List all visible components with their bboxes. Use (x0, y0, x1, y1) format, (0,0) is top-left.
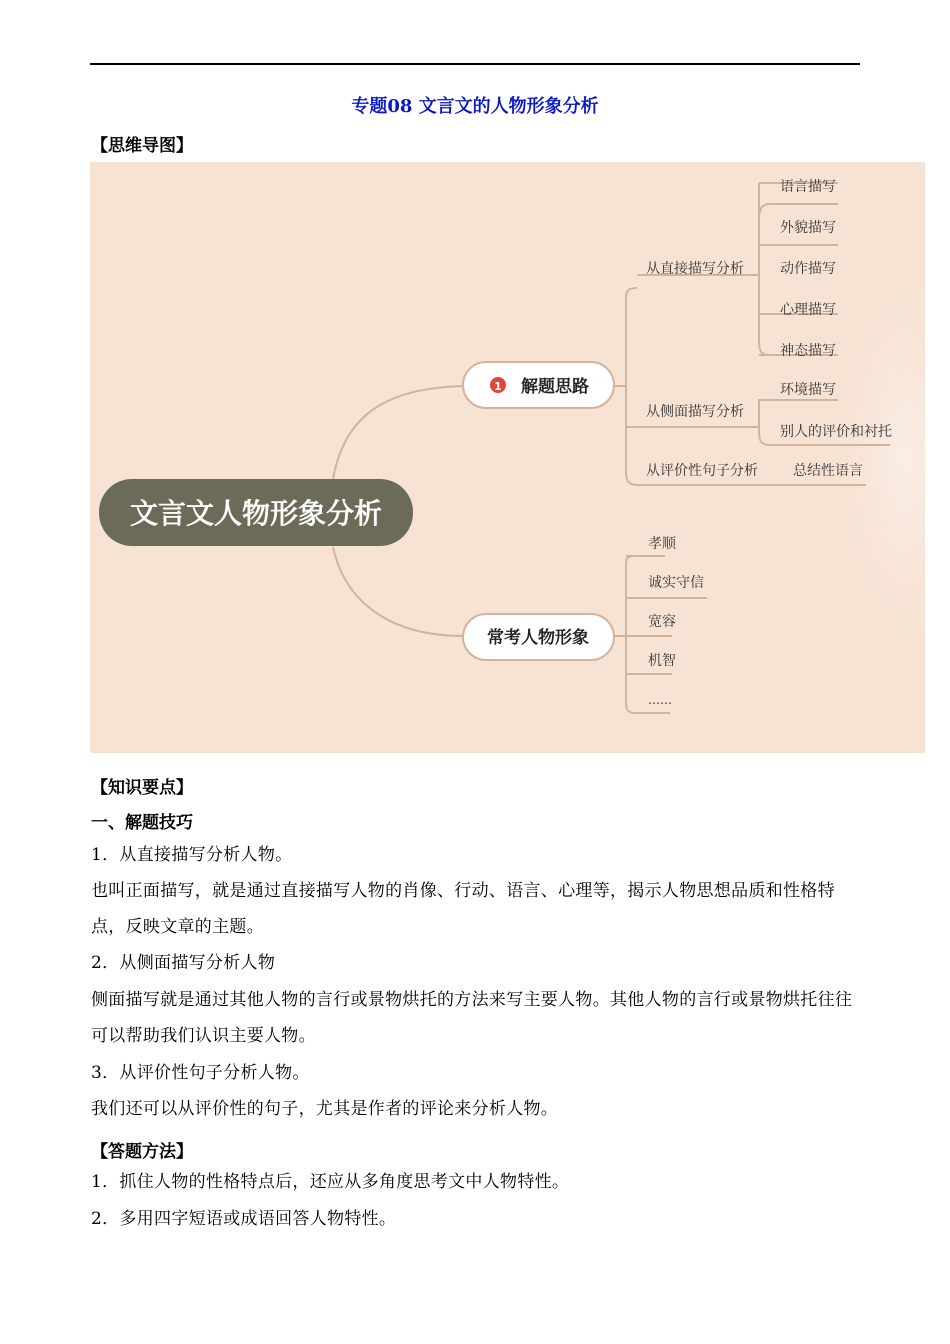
method-2: 2．多用四字短语或成语回答人物特性。 (91, 1209, 397, 1229)
method-1: 1．抓住人物的性格特点后，还应从多角度思考文中人物特性。 (91, 1172, 570, 1192)
branch1-badge-number: 1 (494, 380, 502, 393)
paragraph-1-body: 也叫正面描写，就是通过直接描写人物的肖像、行动、语言、心理等，揭示人物思想品质和性格特点，反映文章的主题。 (91, 881, 835, 937)
side-label: 从侧面描写分析 (646, 404, 744, 420)
mind-map (90, 162, 925, 753)
mind-map-glow (690, 162, 925, 753)
page-title: 专题08 文言文的人物形象分析 (351, 96, 599, 117)
image-item: 孝顺 (648, 536, 676, 552)
section-knowledge-heading: 【知识要点】 (91, 778, 193, 798)
direct-item: 神态描写 (780, 343, 836, 359)
direct-item: 动作描写 (780, 261, 836, 277)
branch1-label: 解题思路 (521, 377, 589, 397)
root-label: 文言文人物形象分析 (129, 497, 383, 530)
direct-label: 从直接描写分析 (646, 261, 744, 277)
eval-label: 从评价性句子分析 (646, 463, 758, 479)
side-item: 环境描写 (780, 382, 836, 398)
header-rule (90, 63, 860, 65)
branch2-label: 常考人物形象 (487, 628, 589, 648)
direct-item: 语言描写 (780, 179, 836, 195)
direct-item: 心理描写 (780, 302, 836, 318)
section-mindmap-heading: 【思维导图】 (91, 136, 193, 156)
image-item: 诚实守信 (648, 575, 704, 591)
subheading-techniques: 一、解题技巧 (91, 813, 193, 833)
paragraph-2-body: 侧面描写就是通过其他人物的言行或景物烘托的方法来写主要人物。其他人物的言行或景物烘托往往可以帮助我们认识主要人物。 (91, 990, 853, 1046)
image-item: …… (648, 693, 672, 707)
paragraph-3-heading: 3．从评价性句子分析人物。 (91, 1063, 310, 1083)
image-item: 机智 (648, 653, 676, 669)
paragraph-2-heading: 2．从侧面描写分析人物 (91, 953, 276, 973)
image-item: 宽容 (648, 614, 676, 630)
paragraph-3-body: 我们还可以从评价性的句子，尤其是作者的评论来分析人物。 (91, 1099, 559, 1119)
side-item: 别人的评价和衬托 (780, 424, 892, 440)
section-method-heading: 【答题方法】 (91, 1142, 193, 1162)
direct-item: 外貌描写 (780, 220, 836, 236)
eval-item: 总结性语言 (793, 463, 863, 479)
paragraph-1-heading: 1．从直接描写分析人物。 (91, 845, 293, 865)
